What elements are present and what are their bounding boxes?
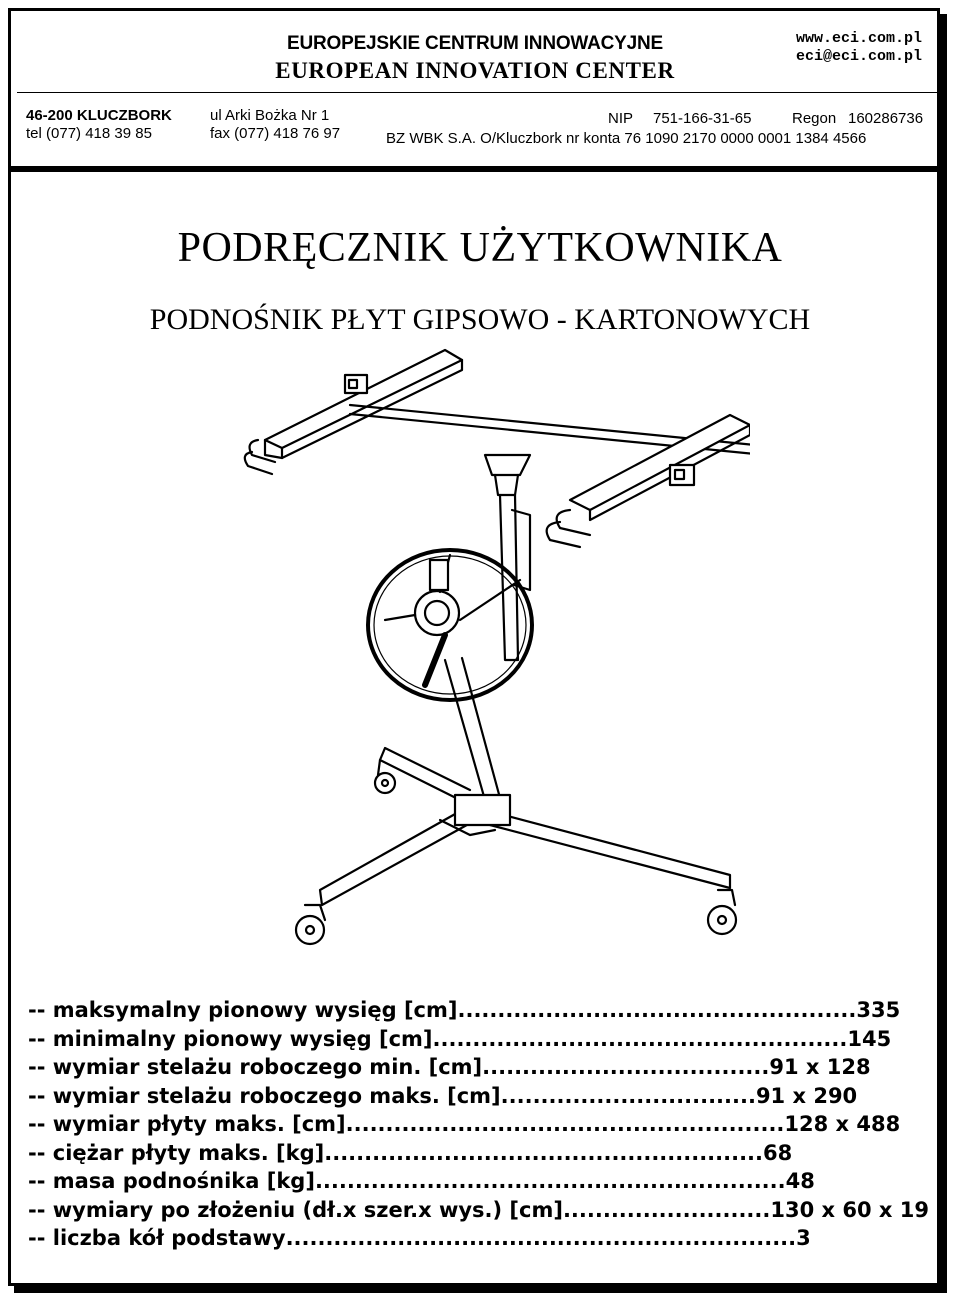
page-title: PODRĘCZNIK UŻYTKOWNIKA [177, 225, 783, 271]
postal-address: 46-200 KLUCZBORK [26, 107, 172, 124]
spec-label: -- masa podnośnika [kg] [28, 1169, 315, 1193]
spec-row-frame-min [28, 1053, 929, 1082]
spec-label: -- wymiar stelażu roboczego maks. [cm] [28, 1083, 501, 1108]
street-address: ul Arki Bożka Nr 1 [210, 107, 330, 124]
bank-account: BZ WBK S.A. O/Kluczbork nr konta 76 1090 2170 0000 0001 1384 4566 [386, 130, 867, 147]
spec-row-wheel-count [28, 1224, 929, 1253]
spec-value: 3 [796, 1226, 811, 1250]
drywall-lift-illustration [230, 330, 750, 970]
spec-row-board-size [28, 1110, 929, 1139]
org-name-en: EUROPEAN INNOVATION CENTER [275, 58, 675, 83]
regon-label: Regon [792, 110, 837, 127]
phone-number: tel (077) 418 39 85 [26, 125, 152, 142]
spec-value: 130 x 60 x 19 [770, 1197, 929, 1222]
website-link[interactable]: www.eci.com.pl [795, 30, 922, 47]
spec-leader: .................................... [482, 1055, 770, 1079]
spec-label: -- ciężar płyty maks. [kg] [28, 1140, 325, 1165]
frame-shadow-bottom [14, 1286, 947, 1293]
spec-leader: .......................... [562, 1197, 771, 1222]
spec-label: -- wymiar stelażu roboczego min. [cm] [28, 1055, 483, 1079]
spec-list [28, 996, 929, 1253]
regon-value: 160286736 [848, 110, 924, 127]
spec-row-lift-mass [28, 1167, 929, 1196]
spec-leader: ................................................................ [285, 1226, 797, 1250]
org-name-pl: EUROPEJSKIE CENTRUM INNOWACYJNE [287, 33, 663, 54]
spec-leader: ....................................................... [345, 1112, 785, 1136]
spec-label: -- wymiary po złożeniu (dł.x szer.x wys.) [cm] [28, 1197, 563, 1222]
spec-value: 128 x 488 [784, 1112, 901, 1136]
spec-label: -- minimalny pionowy wysięg [cm] [28, 1026, 433, 1051]
spec-label: -- maksymalny pionowy wysięg [cm] [28, 998, 458, 1022]
spec-leader: .................................................... [432, 1026, 848, 1051]
spec-row-folded-dims [28, 1196, 929, 1225]
spec-row-min-height [28, 1025, 929, 1054]
email-link[interactable]: eci@eci.com.pl [795, 48, 922, 65]
spec-leader: ....................................................... [324, 1140, 764, 1165]
contact-web [796, 30, 922, 66]
nip-value: 751-166-31-65 [653, 110, 752, 127]
spec-row-frame-max [28, 1082, 929, 1111]
spec-row-board-weight [28, 1139, 929, 1168]
frame-shadow-right [940, 14, 947, 1292]
header-divider [11, 166, 937, 172]
spec-label: -- liczba kół podstawy [28, 1226, 286, 1250]
spec-value: 335 [856, 998, 901, 1022]
spec-value: 91 x 290 [755, 1083, 858, 1108]
spec-value: 48 [785, 1169, 815, 1193]
spec-leader: .................................................. [457, 998, 857, 1022]
spec-value: 91 x 128 [769, 1055, 871, 1079]
spec-row-max-height [28, 996, 929, 1025]
spec-leader: ................................ [500, 1083, 756, 1108]
spec-value: 145 [847, 1026, 892, 1051]
fax-number: fax (077) 418 76 97 [210, 125, 341, 142]
spec-leader: ........................................................... [314, 1169, 786, 1193]
nip-label: NIP [608, 110, 634, 127]
page-subtitle: PODNOŚNIK PŁYT GIPSOWO - KARTONOWYCH [149, 303, 811, 336]
header-rule [17, 92, 940, 93]
spec-value: 68 [763, 1140, 793, 1165]
spec-label: -- wymiar płyty maks. [cm] [28, 1112, 346, 1136]
